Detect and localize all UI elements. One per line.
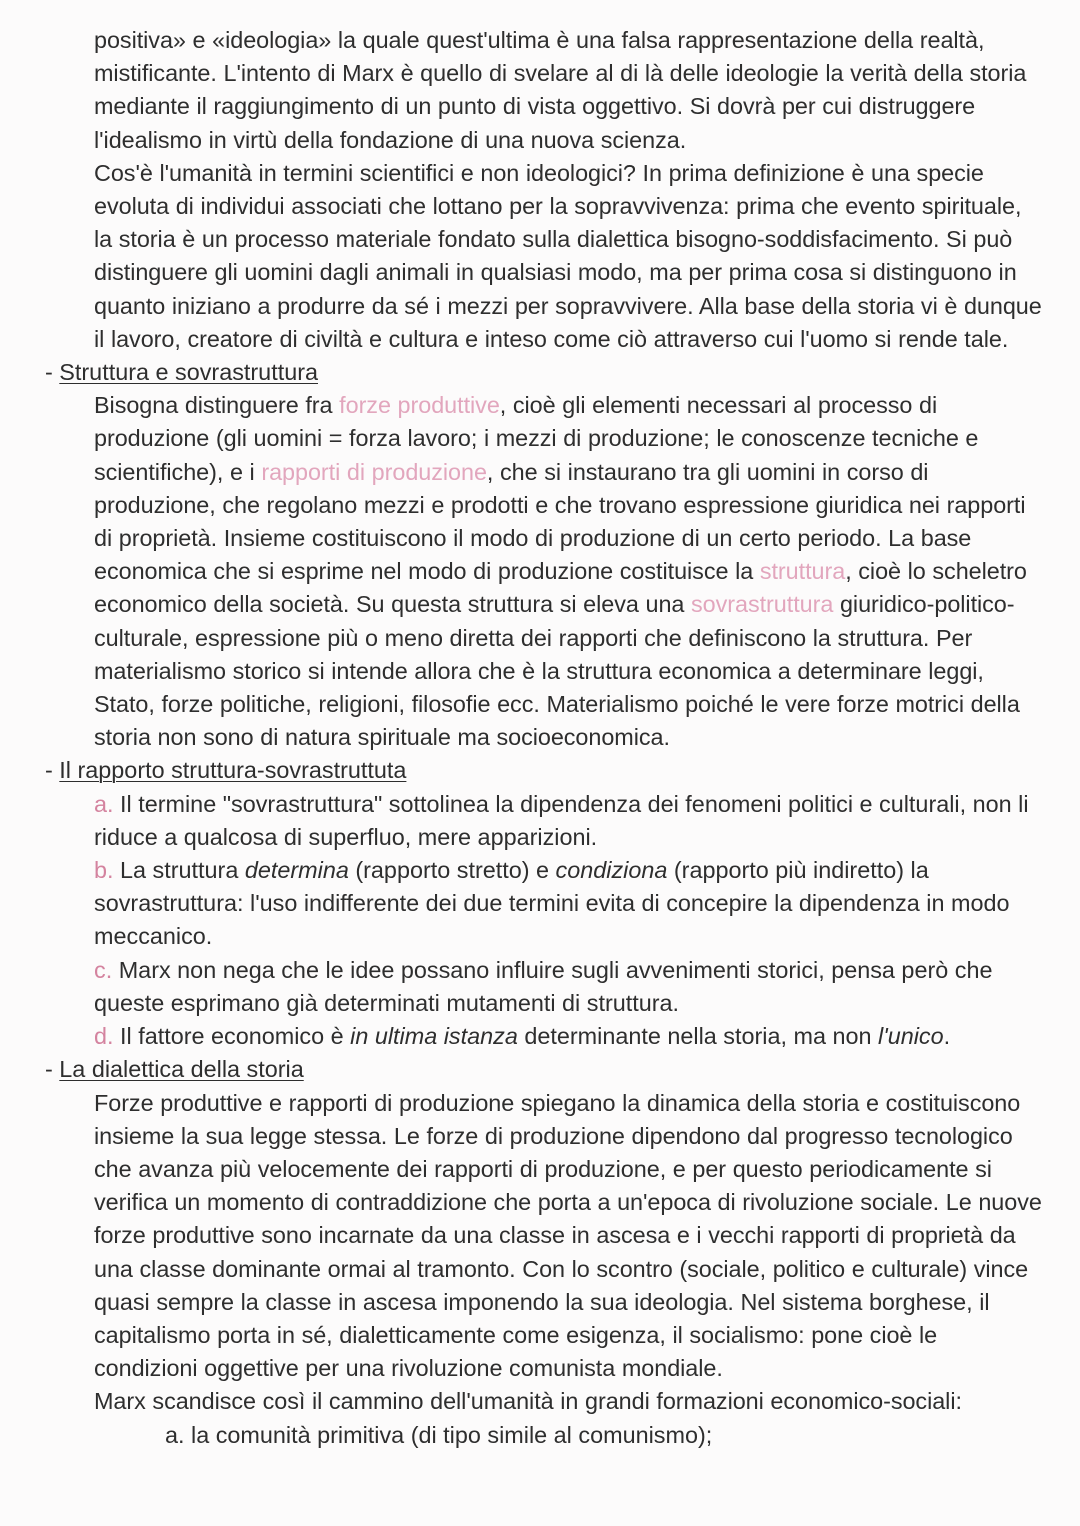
list-marker: b. — [94, 857, 114, 884]
text-run: Marx non nega che le idee possano influire sugli avvenimenti storici, pensa però che queste esprimano già determinati mutamenti di struttura. — [94, 956, 993, 1016]
text-run: , cioè lo scheletro economico della società. Su questa struttura si eleva una — [94, 558, 1027, 618]
heading-dash: - — [45, 757, 60, 784]
italic-term: l'unico — [878, 1023, 944, 1050]
text-run: , cioè gli elementi necessari al processo di produzione (gli uomini = forza lavoro; i mezzi di produzione; le conoscenze tecniche e scientifiche), e i — [94, 392, 979, 485]
paragraph: positiva» e «ideologia» la quale quest'ultima è una falsa rappresentazione della realtà, mistificante. L'intento di Marx è quello di svelare al di là delle ideologie la verità della storia mediante il raggiungimento di un punto di vista oggettivo. Si dovrà per cui distruggere l'idealismo in virtù della fondazione di una nuova scienza. — [94, 27, 1027, 153]
highlighted-term: struttura — [759, 558, 846, 585]
paragraph — [0, 389, 1080, 754]
section-heading — [0, 356, 1080, 389]
section-heading — [0, 754, 1080, 787]
list-item — [0, 954, 1080, 1020]
paragraph: Cos'è l'umanità in termini scientifici e non ideologici? In prima definizione è una specie evoluta di individui associati che lottano per la sopravvivenza: prima che evento spirituale, la storia è un processo materiale fondato sulla dialettica bisogno-soddisfacimento. Si può distinguere gli uomini dagli animali in qualsiasi modo, ma per prima cosa si distinguono in quanto iniziano a produrre da sé i mezzi per sopravvivere. Alla base della storia vi è dunque il lavoro, creatore di civiltà e cultura e inteso come ciò attraverso cui l'uomo si rende tale. — [94, 159, 1042, 352]
italic-term: in ultima istanza — [350, 1023, 518, 1050]
document-content — [0, 24, 1080, 1452]
list-marker: c. — [94, 956, 113, 983]
text-run: , che si instaurano tra gli uomini in corso di produzione, che regolano mezzi e prodotti e che trovano espressione giuridica nei rapporti di proprietà. Insieme costituiscono il modo di produzione di un certo periodo. La base economica che si esprime nel modo di produzione costituisce la — [94, 458, 1026, 585]
heading-dash: - — [45, 359, 60, 386]
text-run: . — [943, 1023, 951, 1050]
text-run: Bisogna distinguere fra — [94, 392, 340, 419]
list-item — [0, 1020, 1080, 1053]
italic-term: condiziona — [555, 857, 668, 884]
text-run: Il fattore economico è — [113, 1023, 351, 1050]
text-run: La struttura — [113, 857, 245, 884]
list-item — [0, 854, 1080, 954]
heading-text: La dialettica della storia — [59, 1056, 304, 1083]
text-run: (rapporto stretto) e — [348, 857, 556, 884]
text-run: determinante nella storia, ma non — [517, 1023, 879, 1050]
highlighted-term: rapporti di produzione — [261, 458, 487, 485]
text-run: (rapporto più indiretto) la sovrastruttura: l'uso indifferente dei due termini evita di concepire la dipendenza in modo meccanico. — [94, 857, 1010, 950]
heading-dash: - — [45, 1056, 60, 1083]
text-run: Il termine "sovrastruttura" sottolinea la dipendenza dei fenomeni politici e culturali, non li riduce a qualcosa di superfluo, mere apparizioni. — [94, 790, 1029, 850]
highlighted-term: sovrastruttura — [691, 591, 834, 618]
highlighted-term: forze produttive — [339, 392, 500, 419]
list-item: a. la comunità primitiva (di tipo simile al comunismo); — [165, 1421, 713, 1448]
paragraph: Marx scandisce così il cammino dell'umanità in grandi formazioni economico-sociali: — [94, 1388, 962, 1415]
list-item — [0, 788, 1080, 854]
list-marker: d. — [94, 1023, 114, 1050]
text-run: giuridico-politico-culturale, espressione più o meno diretta dei rapporti che definiscono la struttura. Per materialismo storico si intende allora che è la struttura economica a determinare leggi, Stato, forze politiche, religioni, filosofie ecc. Materialismo poiché le vere forze motrici della storia non sono di natura spirituale ma socioeconomica. — [94, 591, 1020, 751]
italic-term: determina — [244, 857, 349, 884]
heading-text: Il rapporto struttura-sovrastruttuta — [59, 757, 407, 784]
section-heading — [0, 1053, 1080, 1086]
list-marker: a. — [94, 790, 114, 817]
heading-text: Struttura e sovrastruttura — [59, 359, 318, 386]
paragraph: Forze produttive e rapporti di produzione spiegano la dinamica della storia e costituiscono insieme la sua legge stessa. Le forze di produzione dipendono dal progresso tecnologico che avanza più velocemente dei rapporti di produzione, e per questo periodicamente si verifica un momento di contraddizione che porta a un'epoca di rivoluzione sociale. Le nuove forze produttive sono incarnate da una classe in ascesa e i vecchi rapporti di proprietà da una classe dominante ormai al tramonto. Con lo scontro (sociale, politico e culturale) vince quasi sempre la classe in ascesa imponendo la sua ideologia. Nel sistema borghese, il capitalismo porta in sé, dialetticamente come esigenza, il socialismo: pone cioè le condizioni oggettive per una rivoluzione comunista mondiale. — [94, 1089, 1042, 1382]
